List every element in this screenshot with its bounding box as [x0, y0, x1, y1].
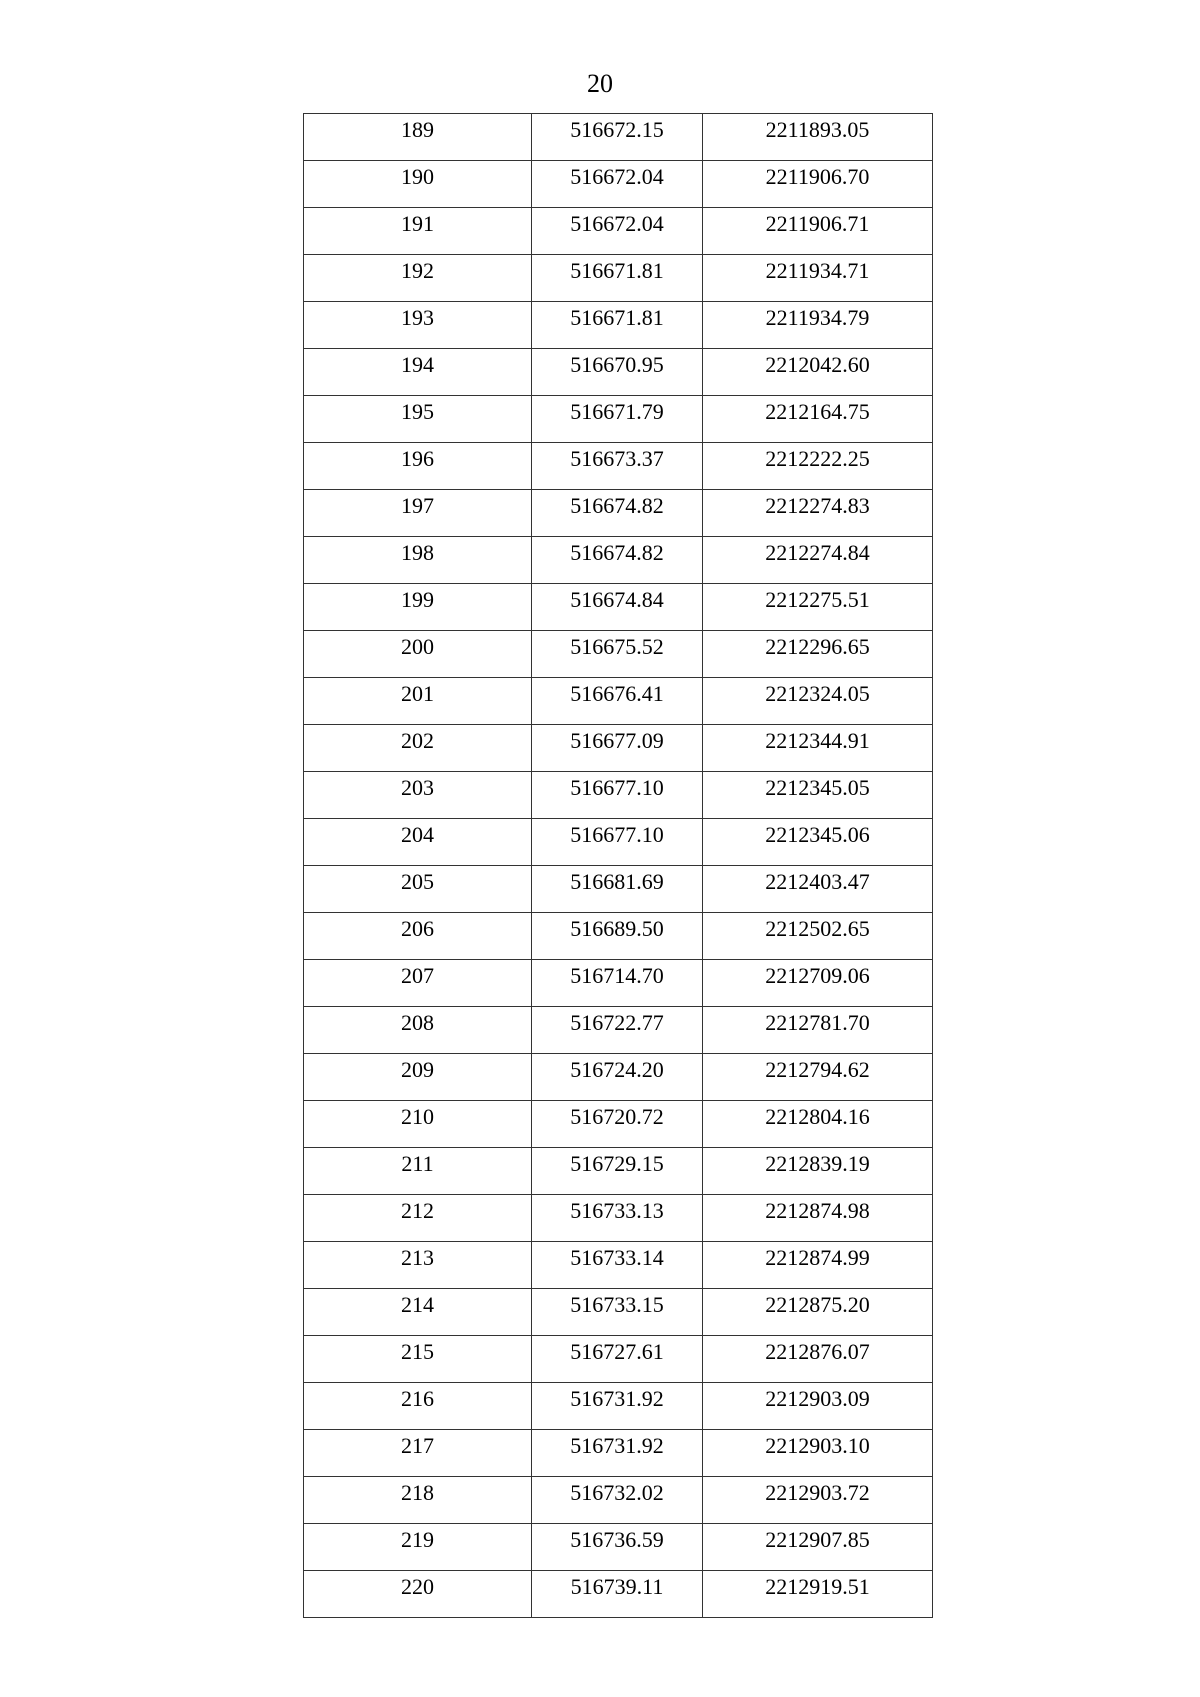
- y-coordinate-cell: 2212903.72: [703, 1477, 933, 1524]
- y-coordinate-cell: 2212403.47: [703, 866, 933, 913]
- y-coordinate-cell: 2212502.65: [703, 913, 933, 960]
- table-row: [304, 443, 933, 490]
- table-row: [304, 725, 933, 772]
- y-coordinate-cell: 2211906.70: [703, 161, 933, 208]
- x-coordinate-cell: 516722.77: [532, 1007, 703, 1054]
- x-coordinate-cell: 516673.37: [532, 443, 703, 490]
- point-number-cell: 201: [304, 678, 532, 725]
- point-number-cell: 219: [304, 1524, 532, 1571]
- x-coordinate-cell: 516671.79: [532, 396, 703, 443]
- table-row: [304, 537, 933, 584]
- y-coordinate-cell: 2212345.05: [703, 772, 933, 819]
- point-number-cell: 210: [304, 1101, 532, 1148]
- x-coordinate-cell: 516674.82: [532, 490, 703, 537]
- x-coordinate-cell: 516731.92: [532, 1383, 703, 1430]
- y-coordinate-cell: 2212781.70: [703, 1007, 933, 1054]
- table-row: [304, 1195, 933, 1242]
- y-coordinate-cell: 2212042.60: [703, 349, 933, 396]
- point-number-cell: 211: [304, 1148, 532, 1195]
- point-number-cell: 199: [304, 584, 532, 631]
- y-coordinate-cell: 2212275.51: [703, 584, 933, 631]
- y-coordinate-cell: 2212876.07: [703, 1336, 933, 1383]
- x-coordinate-cell: 516727.61: [532, 1336, 703, 1383]
- point-number-cell: 198: [304, 537, 532, 584]
- table-row: [304, 1054, 933, 1101]
- table-row: [304, 678, 933, 725]
- x-coordinate-cell: 516671.81: [532, 302, 703, 349]
- y-coordinate-cell: 2211893.05: [703, 114, 933, 161]
- point-number-cell: 189: [304, 114, 532, 161]
- y-coordinate-cell: 2212874.98: [703, 1195, 933, 1242]
- table-row: [304, 1336, 933, 1383]
- y-coordinate-cell: 2212804.16: [703, 1101, 933, 1148]
- x-coordinate-cell: 516736.59: [532, 1524, 703, 1571]
- table-row: [304, 1148, 933, 1195]
- table-row: [304, 1289, 933, 1336]
- y-coordinate-cell: 2212274.83: [703, 490, 933, 537]
- x-coordinate-cell: 516714.70: [532, 960, 703, 1007]
- point-number-cell: 214: [304, 1289, 532, 1336]
- table-row: [304, 255, 933, 302]
- page-number: 20: [587, 69, 613, 98]
- table-row: [304, 631, 933, 678]
- y-coordinate-cell: 2212874.99: [703, 1242, 933, 1289]
- y-coordinate-cell: 2212296.65: [703, 631, 933, 678]
- point-number-cell: 207: [304, 960, 532, 1007]
- x-coordinate-cell: 516671.81: [532, 255, 703, 302]
- y-coordinate-cell: 2212344.91: [703, 725, 933, 772]
- table-row: [304, 1007, 933, 1054]
- y-coordinate-cell: 2212274.84: [703, 537, 933, 584]
- y-coordinate-cell: 2212709.06: [703, 960, 933, 1007]
- table-row: [304, 396, 933, 443]
- table-row: [304, 1383, 933, 1430]
- point-number-cell: 215: [304, 1336, 532, 1383]
- point-number-cell: 191: [304, 208, 532, 255]
- point-number-cell: 206: [304, 913, 532, 960]
- y-coordinate-cell: 2212919.51: [703, 1571, 933, 1618]
- y-coordinate-cell: 2212324.05: [703, 678, 933, 725]
- table-row: [304, 819, 933, 866]
- table-row: [304, 302, 933, 349]
- y-coordinate-cell: 2212875.20: [703, 1289, 933, 1336]
- point-number-cell: 196: [304, 443, 532, 490]
- point-number-cell: 218: [304, 1477, 532, 1524]
- table-row: [304, 960, 933, 1007]
- x-coordinate-cell: 516733.14: [532, 1242, 703, 1289]
- y-coordinate-cell: 2212907.85: [703, 1524, 933, 1571]
- point-number-cell: 193: [304, 302, 532, 349]
- point-number-cell: 202: [304, 725, 532, 772]
- x-coordinate-cell: 516689.50: [532, 913, 703, 960]
- point-number-cell: 204: [304, 819, 532, 866]
- x-coordinate-cell: 516681.69: [532, 866, 703, 913]
- point-number-cell: 194: [304, 349, 532, 396]
- table-row: [304, 114, 933, 161]
- x-coordinate-cell: 516732.02: [532, 1477, 703, 1524]
- table-row: [304, 1101, 933, 1148]
- x-coordinate-cell: 516672.15: [532, 114, 703, 161]
- y-coordinate-cell: 2212903.10: [703, 1430, 933, 1477]
- table-row: [304, 1477, 933, 1524]
- point-number-cell: 205: [304, 866, 532, 913]
- point-number-cell: 200: [304, 631, 532, 678]
- point-number-cell: 203: [304, 772, 532, 819]
- y-coordinate-cell: 2211934.71: [703, 255, 933, 302]
- table-row: [304, 913, 933, 960]
- x-coordinate-cell: 516674.82: [532, 537, 703, 584]
- table-row: [304, 161, 933, 208]
- coordinate-table-body: [304, 114, 933, 1618]
- y-coordinate-cell: 2211906.71: [703, 208, 933, 255]
- x-coordinate-cell: 516670.95: [532, 349, 703, 396]
- x-coordinate-cell: 516739.11: [532, 1571, 703, 1618]
- x-coordinate-cell: 516733.13: [532, 1195, 703, 1242]
- y-coordinate-cell: 2212345.06: [703, 819, 933, 866]
- x-coordinate-cell: 516677.09: [532, 725, 703, 772]
- point-number-cell: 208: [304, 1007, 532, 1054]
- point-number-cell: 197: [304, 490, 532, 537]
- x-coordinate-cell: 516672.04: [532, 208, 703, 255]
- x-coordinate-cell: 516677.10: [532, 772, 703, 819]
- x-coordinate-cell: 516729.15: [532, 1148, 703, 1195]
- point-number-cell: 217: [304, 1430, 532, 1477]
- point-number-cell: 216: [304, 1383, 532, 1430]
- table-row: [304, 490, 933, 537]
- x-coordinate-cell: 516731.92: [532, 1430, 703, 1477]
- point-number-cell: 190: [304, 161, 532, 208]
- y-coordinate-cell: 2212164.75: [703, 396, 933, 443]
- table-row: [304, 1242, 933, 1289]
- point-number-cell: 195: [304, 396, 532, 443]
- x-coordinate-cell: 516674.84: [532, 584, 703, 631]
- point-number-cell: 213: [304, 1242, 532, 1289]
- table-row: [304, 1524, 933, 1571]
- x-coordinate-cell: 516677.10: [532, 819, 703, 866]
- y-coordinate-cell: 2212903.09: [703, 1383, 933, 1430]
- coordinate-table: [303, 113, 933, 1618]
- x-coordinate-cell: 516675.52: [532, 631, 703, 678]
- point-number-cell: 212: [304, 1195, 532, 1242]
- table-row: [304, 208, 933, 255]
- x-coordinate-cell: 516720.72: [532, 1101, 703, 1148]
- table-row: [304, 1571, 933, 1618]
- x-coordinate-cell: 516733.15: [532, 1289, 703, 1336]
- point-number-cell: 209: [304, 1054, 532, 1101]
- y-coordinate-cell: 2212794.62: [703, 1054, 933, 1101]
- table-row: [304, 584, 933, 631]
- point-number-cell: 220: [304, 1571, 532, 1618]
- x-coordinate-cell: 516672.04: [532, 161, 703, 208]
- point-number-cell: 192: [304, 255, 532, 302]
- table-row: [304, 1430, 933, 1477]
- table-row: [304, 866, 933, 913]
- y-coordinate-cell: 2211934.79: [703, 302, 933, 349]
- y-coordinate-cell: 2212222.25: [703, 443, 933, 490]
- table-row: [304, 349, 933, 396]
- y-coordinate-cell: 2212839.19: [703, 1148, 933, 1195]
- x-coordinate-cell: 516724.20: [532, 1054, 703, 1101]
- table-row: [304, 772, 933, 819]
- x-coordinate-cell: 516676.41: [532, 678, 703, 725]
